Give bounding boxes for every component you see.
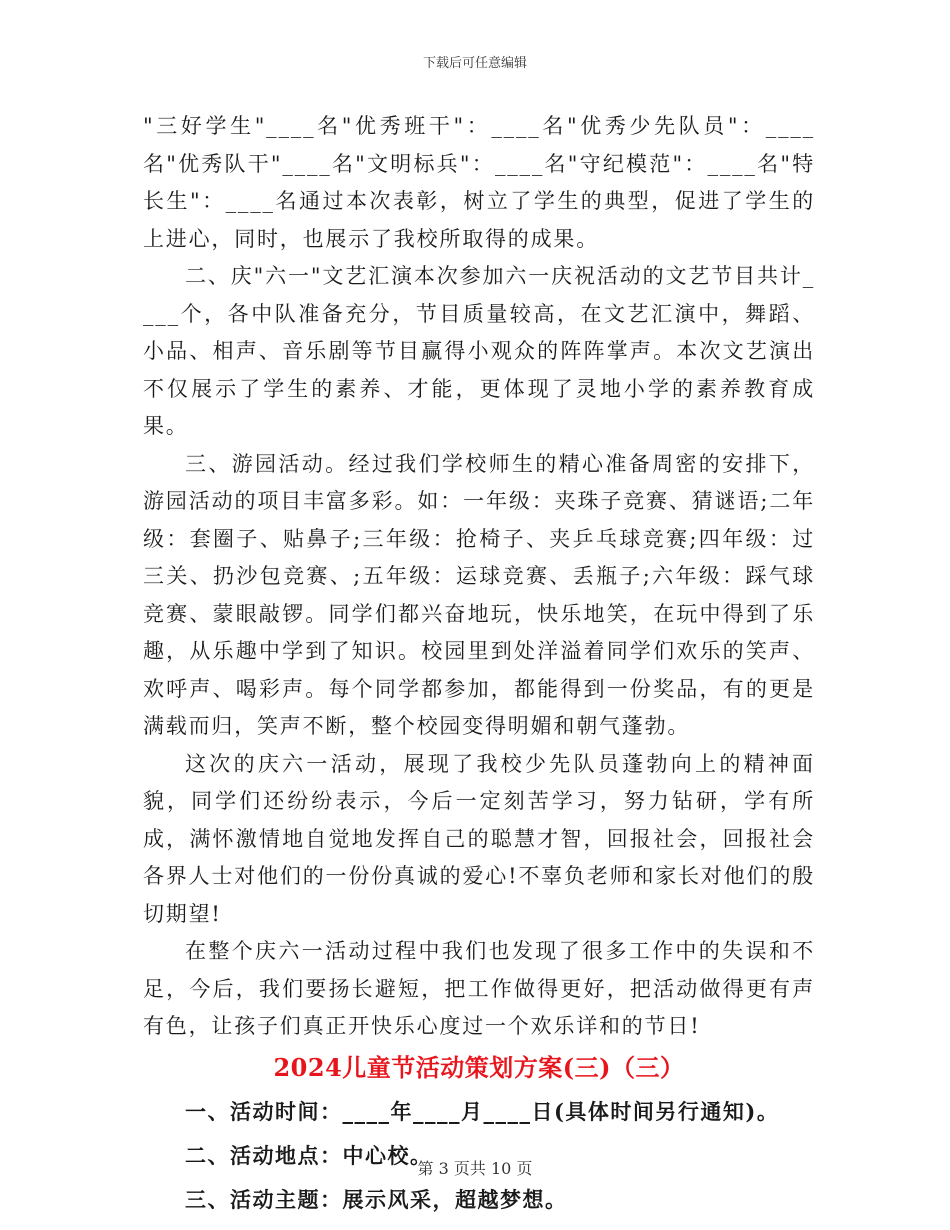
page-header: 下载后可任意编辑 xyxy=(422,56,527,71)
activity-location-item: 二、活动地点：中心校。 xyxy=(185,1142,433,1168)
garden-activity-paragraph: 三、游园活动。经过我们学校师生的精心准备周密的安排下，游园活动的项目丰富多彩。如：一年级：夹珠子竞赛、猜谜语;二年级：套圈子、贴鼻子;三年级：抢椅子、夹乒乓球竞赛;四年级：过三关、扔沙包竞赛、;五年级：运球竞赛、丢瓶子;六年级：踩气球竞赛、蒙眼敲锣。同学们都兴奋地玩，快乐地笑，在玩中得到了乐趣，从乐趣中学到了知识。校园里到处洋溢着同学们欢乐的笑声、欢呼声、喝彩声。每个同学都参加，都能得到一份奖品，有的更是满载而归，笑声不断，整个校园变得明媚和朝气蓬勃。 xyxy=(143,451,815,738)
performance-paragraph: 二、庆"六一"文艺汇演本次参加六一庆祝活动的文艺节目共计____个，各中队准备充分，节目质量较高，在文艺汇演中，舞蹈、小品、相声、音乐剧等节目赢得小观众的阵阵掌声。本次文艺演出不仅展示了学生的素养、才能，更体现了灵地小学的素养教育成果。 xyxy=(143,264,815,438)
document-body xyxy=(143,108,815,1222)
activity-time-item: 一、活动时间：____年____月____日(具体时间另行通知)。 xyxy=(185,1098,780,1124)
activity-theme-item: 三、活动主题：展示风采，超越梦想。 xyxy=(185,1186,568,1212)
page-footer: 第 3 页共 10 页 xyxy=(417,1159,533,1178)
summary-paragraph: 这次的庆六一活动，展现了我校少先队员蓬勃向上的精神面貌，同学们还纷纷表示，今后一定刻苦学习，努力钻研，学有所成，满怀激情地自觉地发挥自己的聪慧才智，回报社会，回报社会各界人士对他们的一份份真诚的爱心!不辜负老师和家长对他们的殷切期望! xyxy=(143,751,815,926)
section-title: 2024儿童节活动策划方案(三)（三） xyxy=(273,1052,685,1082)
awards-paragraph: "三好学生"____名"优秀班干"：____名"优秀少先队员"：____名"优秀队干"____名"文明标兵"：____名"守纪模范"：____名"特长生"：____名通过本次表彰，树立了学生的典型，促进了学生的上进心，同时，也展示了我校所取得的成果。 xyxy=(143,114,815,251)
reflection-paragraph: 在整个庆六一活动过程中我们也发现了很多工作中的失误和不足，今后，我们要扬长避短，把工作做得更好，把活动做得更有声有色，让孩子们真正开快乐心度过一个欢乐详和的节日! xyxy=(143,939,815,1038)
